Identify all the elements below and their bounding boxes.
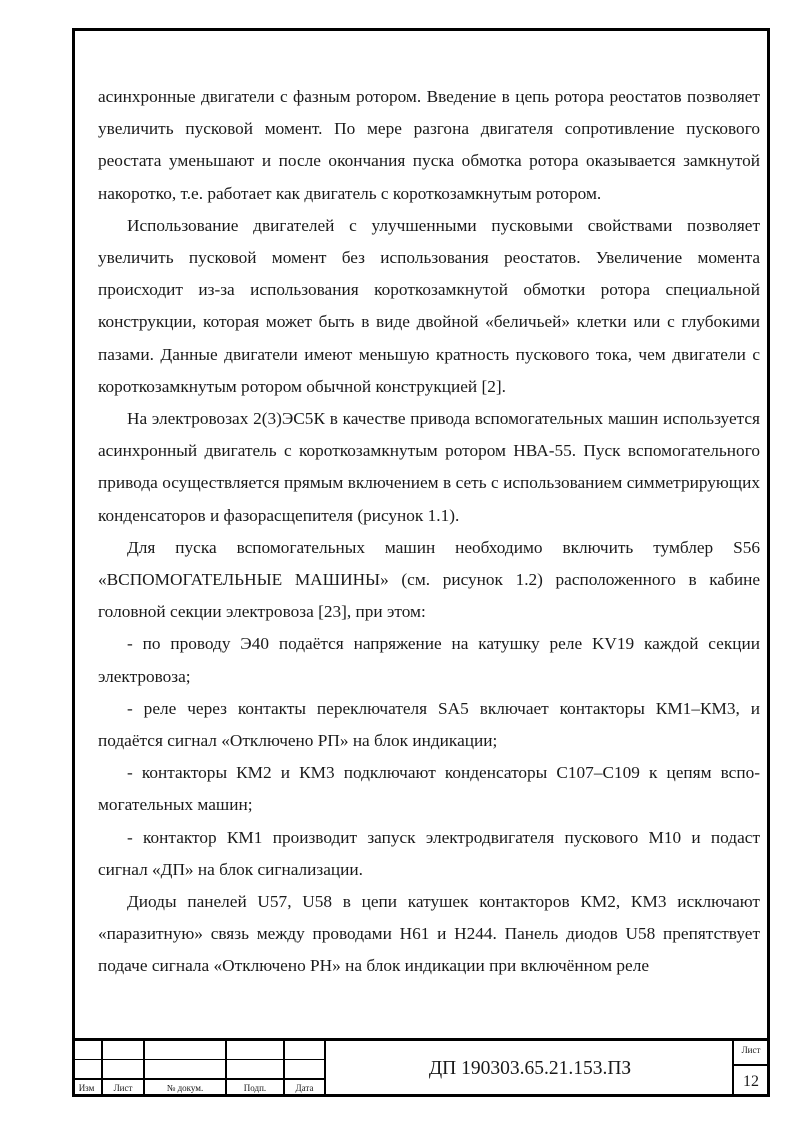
list-item-3: - контакторы КМ2 и КМ3 подключают конденсаторы С107–С109 к цепям вспомогательных машин; bbox=[98, 763, 760, 815]
paragraph-2: Использование двигателей с улучшенными пусковыми свойствами позволяет увеличить пусковой момент без использования реостатов. Увеличение момента происходит из-за использования короткозамкнутой обмотки ротора специальной конструкции, которая может быть в виде двойной «беличьей» клетки или с глубокими пазами. Данные двигатели имеют меньшую кратность пускового тока, чем двигатели с короткозамкнутым ротором обычной конструкцией [2]. bbox=[98, 215, 760, 396]
stamp-col-doc-number: № докум. bbox=[166, 1083, 204, 1093]
list-item-1: - по проводу Э40 подаётся напряжение на катушку реле KV19 каждой секции электровоза; bbox=[98, 634, 760, 686]
paragraph-4: Для пуска вспомогательных машин необходимо включить тумблер S56 «ВСПОМОГАТЕЛЬНЫЕ МАШИНЫ» (см. рисунок 1.2) расположенного в кабине головной секции электровоза [23], при этом: bbox=[98, 537, 760, 622]
stamp-col-change: Изм bbox=[78, 1083, 95, 1093]
sheet-label: Лист bbox=[741, 1045, 761, 1055]
stamp-row-line bbox=[732, 1064, 770, 1066]
stamp-row-line bbox=[72, 1059, 324, 1060]
body-text bbox=[98, 81, 760, 983]
paragraph-5: Диоды панелей U57, U58 в цепи катушек контакторов КМ2, КМ3 исключают «паразитную» связь между проводами Н61 и Н244. Панель диодов U58 препятствует подаче сигнала «Отключено РН» на блок индикации при включённом реле bbox=[98, 892, 760, 976]
title-block bbox=[72, 1038, 770, 1097]
stamp-divider bbox=[324, 1041, 326, 1097]
list-item-4: - контактор КМ1 производит запуск электродвигателя пускового М10 и подаст сигнал «ДП» на блок сигнализации. bbox=[98, 827, 760, 879]
stamp-col-signature: Подп. bbox=[243, 1083, 267, 1093]
document-code: ДП 190303.65.21.153.ПЗ bbox=[428, 1058, 632, 1079]
sheet-number: 12 bbox=[743, 1073, 759, 1090]
stamp-col-date: Дата bbox=[295, 1083, 314, 1093]
list-item-2: - реле через контакты переключателя SA5 включает контакторы КМ1–КМ3, и подаётся сигнал «Отключено РП» на блок индикации; bbox=[98, 698, 760, 751]
paragraph-1: асинхронные двигатели с фазным ротором. Введение в цепь ротора реостатов позволяет увеличить пусковой момент. По мере разгона двигателя сопротивление пускового реостата уменьшают и после окончания пуска обмотка ротора оказывается замкнутой накоротко, т.е. работает как двигатель с короткозамкнутым ротором. bbox=[98, 87, 760, 203]
stamp-col-sheet: Лист bbox=[113, 1083, 133, 1093]
paragraph-3: На электровозах 2(3)ЭС5К в качестве привода вспомогательных машин используется асинхронный двигатель с короткозамкнутым ротором НВА-55. Пуск вспомогательного привода осуществляется прямым включением в сеть с использованием симметрирующих конденсаторов и фазорасщепителя (рисунок 1.1). bbox=[98, 409, 760, 525]
